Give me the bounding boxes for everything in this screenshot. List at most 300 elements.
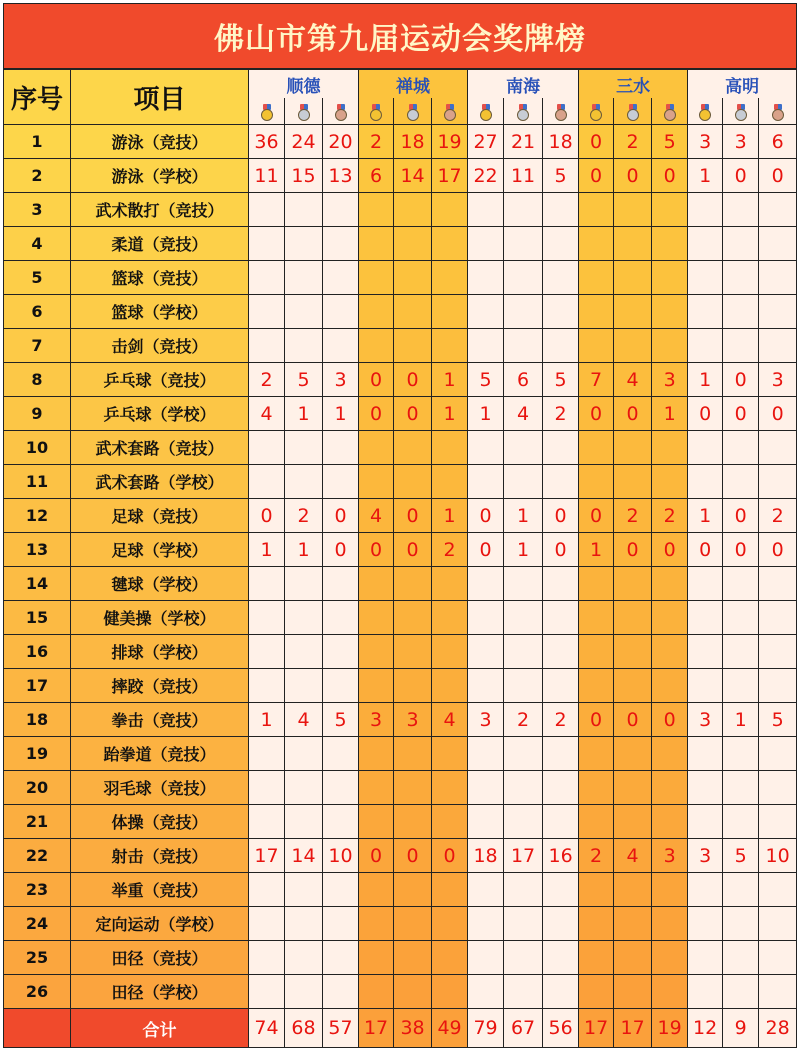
row-project: 足球（竞技） xyxy=(71,499,249,533)
row-seq: 6 xyxy=(4,295,71,329)
medal-count-cell: 7 xyxy=(579,363,614,397)
medal-count-cell xyxy=(652,873,688,907)
medal-count-cell xyxy=(579,737,614,771)
medal-header-cell xyxy=(468,98,504,125)
table-row xyxy=(4,125,797,159)
medal-count-cell: 0 xyxy=(688,397,723,431)
medal-count-cell xyxy=(468,805,504,839)
total-count-cell: 38 xyxy=(394,1009,432,1048)
table-row xyxy=(4,227,797,261)
row-project: 跆拳道（竞技） xyxy=(71,737,249,771)
medal-count-cell xyxy=(468,669,504,703)
medal-count-cell xyxy=(249,601,285,635)
medal-count-cell xyxy=(504,873,543,907)
medal-count-cell xyxy=(759,193,797,227)
medal-count-cell xyxy=(723,975,759,1009)
medal-count-cell: 11 xyxy=(249,159,285,193)
medal-count-cell xyxy=(285,635,323,669)
medal-count-cell: 1 xyxy=(504,499,543,533)
medal-count-cell xyxy=(394,635,432,669)
medal-count-cell xyxy=(543,907,579,941)
medal-count-cell: 4 xyxy=(432,703,468,737)
table-row xyxy=(4,465,797,499)
total-count-cell: 9 xyxy=(723,1009,759,1048)
medal-count-cell xyxy=(394,669,432,703)
medal-count-cell xyxy=(468,465,504,499)
medal-count-cell xyxy=(394,601,432,635)
medal-count-cell xyxy=(468,295,504,329)
medal-count-cell xyxy=(468,737,504,771)
table-row xyxy=(4,601,797,635)
medal-count-cell xyxy=(579,771,614,805)
medal-count-cell: 13 xyxy=(323,159,359,193)
medal-count-cell xyxy=(468,329,504,363)
medal-count-cell: 5 xyxy=(652,125,688,159)
gold-medal-icon xyxy=(479,104,493,121)
medal-count-cell: 1 xyxy=(249,533,285,567)
medal-count-cell xyxy=(614,431,652,465)
medal-count-cell xyxy=(579,975,614,1009)
medal-count-cell xyxy=(285,465,323,499)
medal-count-cell xyxy=(359,873,394,907)
medal-count-cell: 3 xyxy=(723,125,759,159)
bronze-medal-icon xyxy=(663,104,677,121)
row-project: 游泳（竞技） xyxy=(71,125,249,159)
medal-count-cell xyxy=(394,873,432,907)
medal-count-cell xyxy=(614,465,652,499)
row-seq: 17 xyxy=(4,669,71,703)
row-project: 摔跤（竞技） xyxy=(71,669,249,703)
table-row xyxy=(4,669,797,703)
row-seq: 1 xyxy=(4,125,71,159)
medal-count-cell xyxy=(652,329,688,363)
medal-count-cell: 5 xyxy=(723,839,759,873)
medal-count-cell: 0 xyxy=(323,533,359,567)
medal-count-cell xyxy=(723,941,759,975)
total-count-cell: 57 xyxy=(323,1009,359,1048)
medal-count-cell xyxy=(359,261,394,295)
medal-count-cell: 2 xyxy=(249,363,285,397)
medal-count-cell: 2 xyxy=(543,397,579,431)
medal-count-cell: 2 xyxy=(579,839,614,873)
medal-count-cell xyxy=(249,567,285,601)
medal-count-cell: 6 xyxy=(359,159,394,193)
medal-count-cell xyxy=(323,227,359,261)
medal-count-cell xyxy=(652,465,688,499)
medal-count-cell: 1 xyxy=(249,703,285,737)
medal-count-cell xyxy=(394,975,432,1009)
medal-count-cell: 0 xyxy=(759,533,797,567)
medal-header-cell xyxy=(323,98,359,125)
medal-count-cell: 36 xyxy=(249,125,285,159)
medal-count-cell xyxy=(394,941,432,975)
bronze-medal-icon xyxy=(554,104,568,121)
table-row xyxy=(4,635,797,669)
row-seq: 20 xyxy=(4,771,71,805)
medal-count-cell: 1 xyxy=(723,703,759,737)
medal-count-cell: 0 xyxy=(579,125,614,159)
medal-count-cell xyxy=(323,941,359,975)
medal-count-cell xyxy=(323,567,359,601)
bronze-medal-icon xyxy=(443,104,457,121)
medal-count-cell: 4 xyxy=(614,839,652,873)
medal-count-cell: 14 xyxy=(394,159,432,193)
medal-count-cell xyxy=(652,669,688,703)
medal-count-cell: 1 xyxy=(688,159,723,193)
medal-count-cell xyxy=(432,261,468,295)
medal-count-cell xyxy=(614,737,652,771)
medal-count-cell xyxy=(504,635,543,669)
medal-count-cell xyxy=(394,295,432,329)
row-project: 举重（竞技） xyxy=(71,873,249,907)
medal-count-cell: 2 xyxy=(285,499,323,533)
medal-count-cell: 0 xyxy=(723,363,759,397)
medal-count-cell xyxy=(614,907,652,941)
medal-count-cell xyxy=(359,567,394,601)
medal-count-cell xyxy=(723,567,759,601)
table-row xyxy=(4,703,797,737)
medal-count-cell xyxy=(323,669,359,703)
table-row xyxy=(4,261,797,295)
medal-count-cell xyxy=(323,873,359,907)
medal-count-cell xyxy=(285,669,323,703)
bronze-medal-icon xyxy=(334,104,348,121)
medal-count-cell: 0 xyxy=(249,499,285,533)
medal-count-cell xyxy=(432,975,468,1009)
medal-count-cell xyxy=(359,431,394,465)
medal-count-cell xyxy=(688,873,723,907)
medal-count-cell xyxy=(285,907,323,941)
medal-count-cell xyxy=(323,329,359,363)
table-row xyxy=(4,771,797,805)
row-project: 排球（学校） xyxy=(71,635,249,669)
medal-count-cell xyxy=(759,975,797,1009)
medal-count-cell xyxy=(285,329,323,363)
medal-count-cell xyxy=(759,873,797,907)
medal-count-cell xyxy=(359,975,394,1009)
medal-count-cell xyxy=(359,669,394,703)
medal-count-cell: 0 xyxy=(614,397,652,431)
medal-table-body xyxy=(4,125,797,1048)
table-row xyxy=(4,805,797,839)
medal-count-cell xyxy=(543,227,579,261)
medal-count-cell xyxy=(614,601,652,635)
table-row xyxy=(4,533,797,567)
medal-count-cell: 2 xyxy=(359,125,394,159)
medal-count-cell xyxy=(579,227,614,261)
medal-count-cell: 18 xyxy=(543,125,579,159)
total-count-cell: 28 xyxy=(759,1009,797,1048)
medal-count-cell xyxy=(468,227,504,261)
medal-count-cell xyxy=(323,193,359,227)
row-seq: 25 xyxy=(4,941,71,975)
medal-count-cell xyxy=(723,737,759,771)
total-row xyxy=(4,1009,797,1048)
row-seq: 18 xyxy=(4,703,71,737)
medal-count-cell: 2 xyxy=(759,499,797,533)
medal-count-cell: 0 xyxy=(394,839,432,873)
medal-count-cell xyxy=(504,261,543,295)
row-project: 篮球（学校） xyxy=(71,295,249,329)
row-project: 定向运动（学校） xyxy=(71,907,249,941)
table-row xyxy=(4,431,797,465)
medal-count-cell xyxy=(504,669,543,703)
medal-count-cell xyxy=(249,941,285,975)
medal-count-cell xyxy=(579,193,614,227)
medal-count-cell xyxy=(759,737,797,771)
medal-count-cell xyxy=(723,635,759,669)
silver-medal-icon xyxy=(626,104,640,121)
medal-count-cell: 10 xyxy=(759,839,797,873)
medal-count-cell xyxy=(543,601,579,635)
medal-count-cell xyxy=(323,295,359,329)
row-seq: 3 xyxy=(4,193,71,227)
medal-count-cell xyxy=(432,669,468,703)
medal-count-cell: 5 xyxy=(543,159,579,193)
medal-count-cell xyxy=(323,805,359,839)
medal-count-cell: 5 xyxy=(759,703,797,737)
medal-count-cell xyxy=(652,295,688,329)
medal-count-cell xyxy=(285,431,323,465)
medal-count-cell: 0 xyxy=(359,839,394,873)
medal-count-cell xyxy=(614,805,652,839)
medal-count-cell xyxy=(688,227,723,261)
medal-count-cell xyxy=(723,465,759,499)
medal-count-cell xyxy=(394,805,432,839)
medal-count-cell xyxy=(285,873,323,907)
medal-count-cell: 24 xyxy=(285,125,323,159)
medal-count-cell xyxy=(323,907,359,941)
row-seq: 7 xyxy=(4,329,71,363)
medal-count-cell: 1 xyxy=(432,499,468,533)
medal-count-cell xyxy=(468,193,504,227)
medal-header-cell xyxy=(249,98,285,125)
medal-count-cell xyxy=(688,567,723,601)
medal-count-cell xyxy=(394,329,432,363)
medal-count-cell xyxy=(394,193,432,227)
medal-count-cell xyxy=(723,193,759,227)
medal-count-cell xyxy=(579,261,614,295)
medal-count-cell xyxy=(468,975,504,1009)
medal-count-cell xyxy=(723,805,759,839)
row-project: 武术散打（竞技） xyxy=(71,193,249,227)
medal-count-cell xyxy=(759,601,797,635)
medal-count-cell: 3 xyxy=(394,703,432,737)
medal-count-cell xyxy=(652,907,688,941)
medal-count-cell: 0 xyxy=(432,839,468,873)
medal-count-cell: 0 xyxy=(688,533,723,567)
medal-count-cell xyxy=(394,907,432,941)
medal-count-cell xyxy=(394,431,432,465)
row-project: 篮球（竞技） xyxy=(71,261,249,295)
medal-count-cell xyxy=(432,907,468,941)
gold-medal-icon xyxy=(369,104,383,121)
medal-count-cell: 1 xyxy=(504,533,543,567)
medal-count-cell xyxy=(652,941,688,975)
medal-count-cell xyxy=(468,261,504,295)
medal-count-cell xyxy=(285,975,323,1009)
city-header-row xyxy=(4,70,797,99)
medal-count-cell: 0 xyxy=(543,533,579,567)
medal-count-cell xyxy=(394,737,432,771)
medal-count-cell xyxy=(359,907,394,941)
project-header: 项目 xyxy=(71,70,249,125)
medal-count-cell xyxy=(543,431,579,465)
medal-count-cell: 20 xyxy=(323,125,359,159)
row-seq: 26 xyxy=(4,975,71,1009)
medal-count-cell xyxy=(579,805,614,839)
medal-count-cell xyxy=(614,941,652,975)
medal-count-cell xyxy=(652,431,688,465)
medal-count-cell xyxy=(579,907,614,941)
medal-count-cell: 0 xyxy=(614,703,652,737)
medal-count-cell xyxy=(614,635,652,669)
medal-count-cell xyxy=(249,737,285,771)
medal-count-cell xyxy=(432,329,468,363)
medal-count-cell: 5 xyxy=(323,703,359,737)
medal-header-cell xyxy=(652,98,688,125)
medal-count-cell: 2 xyxy=(652,499,688,533)
medal-count-cell: 3 xyxy=(323,363,359,397)
medal-count-cell xyxy=(249,431,285,465)
medal-count-cell xyxy=(688,737,723,771)
medal-header-cell xyxy=(285,98,323,125)
medal-count-cell: 16 xyxy=(543,839,579,873)
medal-count-cell xyxy=(614,567,652,601)
table-row xyxy=(4,397,797,431)
medal-count-cell: 3 xyxy=(688,839,723,873)
medal-header-cell xyxy=(543,98,579,125)
medal-count-cell xyxy=(285,771,323,805)
medal-count-cell xyxy=(323,261,359,295)
medal-count-cell xyxy=(468,431,504,465)
medal-count-cell xyxy=(759,465,797,499)
medal-count-cell: 3 xyxy=(468,703,504,737)
medal-count-cell: 17 xyxy=(504,839,543,873)
medal-count-cell xyxy=(723,771,759,805)
total-count-cell: 19 xyxy=(652,1009,688,1048)
medal-header-cell xyxy=(432,98,468,125)
medal-count-cell: 0 xyxy=(543,499,579,533)
row-project: 田径（竞技） xyxy=(71,941,249,975)
medal-count-cell: 0 xyxy=(723,499,759,533)
medal-count-cell xyxy=(543,669,579,703)
medal-count-cell: 0 xyxy=(579,159,614,193)
medal-count-cell xyxy=(543,567,579,601)
row-seq: 10 xyxy=(4,431,71,465)
gold-medal-icon xyxy=(260,104,274,121)
medal-count-cell xyxy=(759,329,797,363)
medal-count-cell xyxy=(759,227,797,261)
medal-count-cell: 0 xyxy=(394,363,432,397)
total-count-cell: 79 xyxy=(468,1009,504,1048)
medal-count-cell xyxy=(759,805,797,839)
medal-count-cell xyxy=(285,805,323,839)
medal-count-cell xyxy=(249,669,285,703)
medal-count-cell xyxy=(688,465,723,499)
silver-medal-icon xyxy=(734,104,748,121)
medal-count-cell xyxy=(759,907,797,941)
medal-count-cell: 0 xyxy=(652,703,688,737)
medal-count-cell xyxy=(543,295,579,329)
medal-count-cell xyxy=(285,567,323,601)
table-row xyxy=(4,363,797,397)
medal-count-cell xyxy=(394,261,432,295)
medal-count-cell: 0 xyxy=(579,703,614,737)
medal-count-cell xyxy=(723,669,759,703)
medal-count-cell xyxy=(652,737,688,771)
medal-count-cell: 3 xyxy=(688,703,723,737)
table-row xyxy=(4,873,797,907)
medal-count-cell xyxy=(432,941,468,975)
medal-count-cell: 0 xyxy=(359,533,394,567)
row-seq: 11 xyxy=(4,465,71,499)
medal-count-cell xyxy=(759,261,797,295)
row-project: 乒乓球（竞技） xyxy=(71,363,249,397)
medal-count-cell xyxy=(614,295,652,329)
medal-count-cell: 5 xyxy=(468,363,504,397)
medal-count-cell: 0 xyxy=(614,533,652,567)
medal-count-cell xyxy=(759,635,797,669)
medal-count-cell xyxy=(432,193,468,227)
medal-count-cell xyxy=(543,737,579,771)
medal-count-cell xyxy=(688,635,723,669)
medal-table-sheet xyxy=(3,3,797,1041)
medal-count-cell xyxy=(285,941,323,975)
medal-count-cell xyxy=(652,261,688,295)
medal-count-cell xyxy=(432,295,468,329)
medal-count-cell xyxy=(285,737,323,771)
medal-count-cell xyxy=(688,771,723,805)
row-seq: 9 xyxy=(4,397,71,431)
medal-count-cell: 1 xyxy=(652,397,688,431)
medal-count-cell: 1 xyxy=(285,533,323,567)
row-project: 体操（竞技） xyxy=(71,805,249,839)
medal-count-cell: 1 xyxy=(432,397,468,431)
medal-count-cell: 4 xyxy=(359,499,394,533)
medal-count-cell xyxy=(323,635,359,669)
table-row xyxy=(4,941,797,975)
medal-count-cell xyxy=(504,771,543,805)
medal-count-cell: 0 xyxy=(759,397,797,431)
medal-count-cell xyxy=(688,601,723,635)
total-count-cell: 17 xyxy=(359,1009,394,1048)
medal-count-cell xyxy=(249,295,285,329)
medal-count-cell xyxy=(652,771,688,805)
medal-header-cell xyxy=(688,98,723,125)
medal-count-cell xyxy=(432,431,468,465)
medal-count-cell xyxy=(504,601,543,635)
medal-count-cell xyxy=(359,465,394,499)
medal-count-cell xyxy=(323,465,359,499)
medal-count-cell: 0 xyxy=(723,397,759,431)
medal-count-cell xyxy=(579,873,614,907)
medal-count-cell xyxy=(504,431,543,465)
medal-count-cell xyxy=(394,567,432,601)
medal-count-cell: 0 xyxy=(359,363,394,397)
row-project: 田径（学校） xyxy=(71,975,249,1009)
medal-count-cell xyxy=(543,941,579,975)
medal-count-cell: 0 xyxy=(579,499,614,533)
medal-count-cell xyxy=(652,975,688,1009)
medal-count-cell xyxy=(468,873,504,907)
medal-count-cell xyxy=(285,193,323,227)
row-project: 击剑（竞技） xyxy=(71,329,249,363)
medal-count-cell xyxy=(504,465,543,499)
medal-count-cell xyxy=(614,261,652,295)
medal-count-cell: 27 xyxy=(468,125,504,159)
row-seq: 13 xyxy=(4,533,71,567)
